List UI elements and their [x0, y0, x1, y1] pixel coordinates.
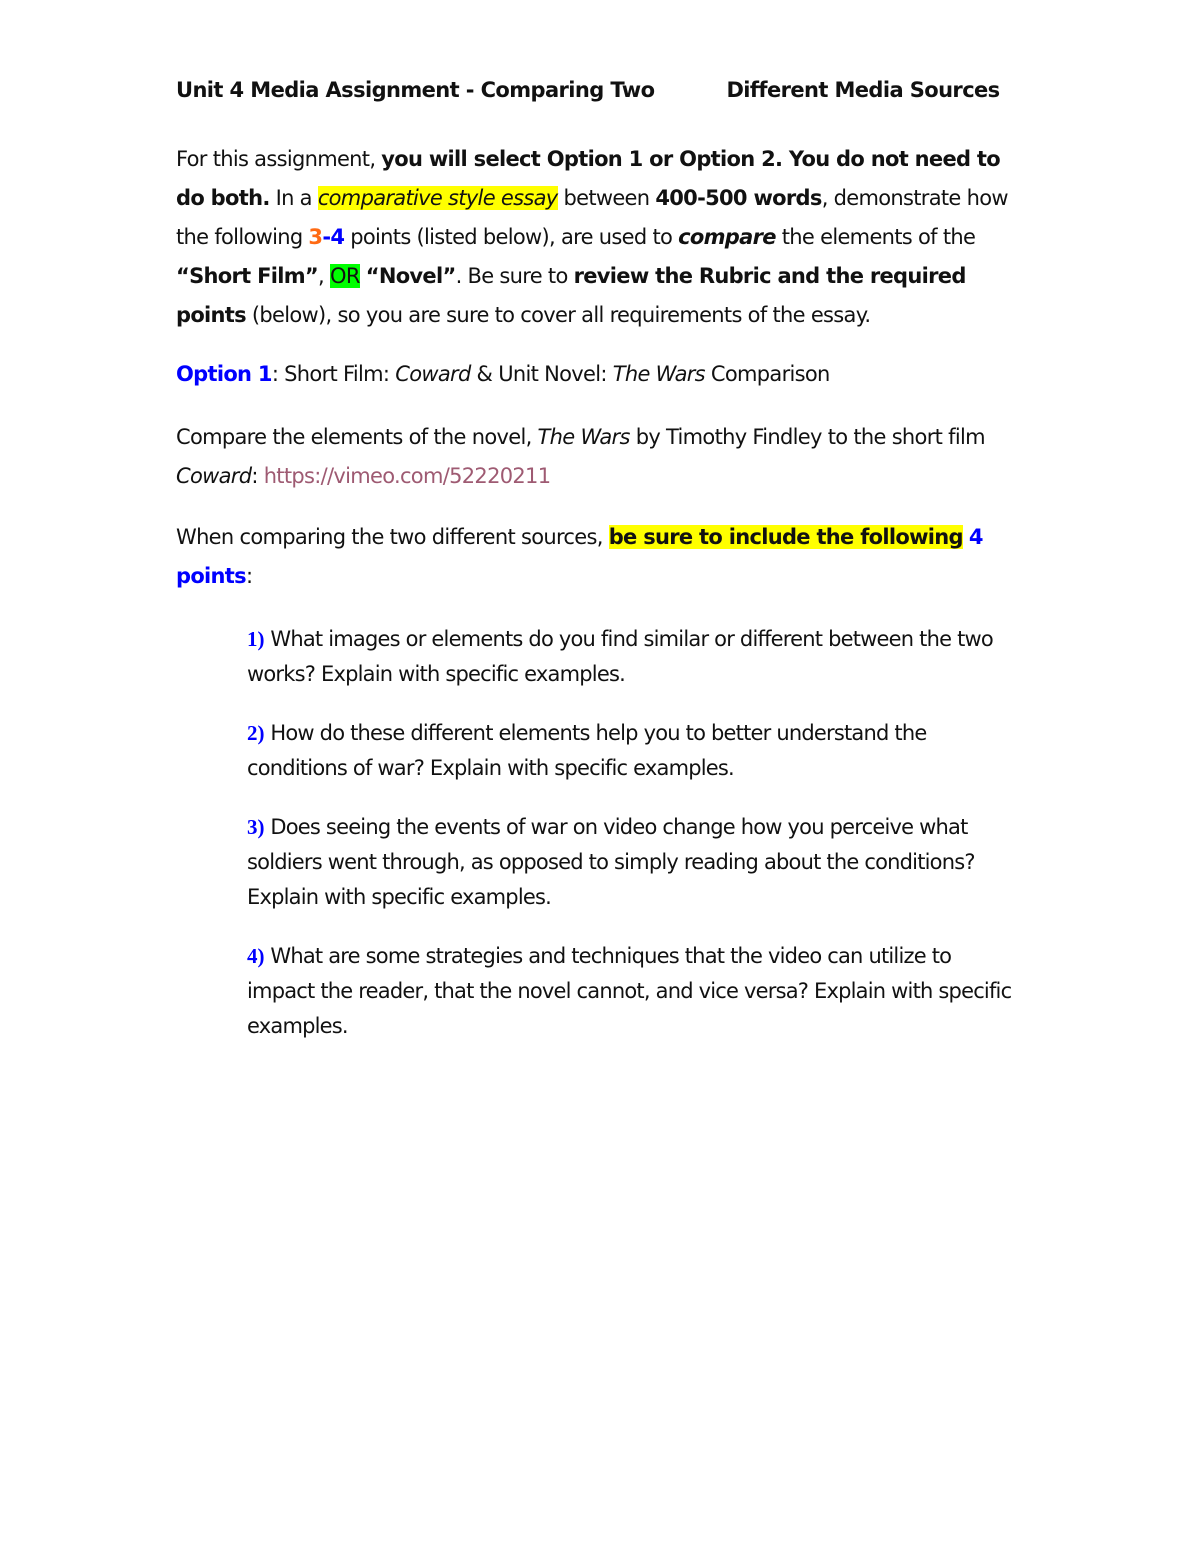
- text: between: [557, 186, 656, 210]
- text: In a: [269, 186, 318, 210]
- italic-text: The Wars: [537, 425, 630, 449]
- italic-text: Coward: [176, 464, 252, 488]
- highlighted-bold-text: be sure to include the following: [608, 525, 963, 549]
- highlighted-text: comparative style essay: [317, 186, 558, 210]
- text: When comparing the two different sources,: [176, 525, 609, 549]
- list-item: [247, 622, 1016, 692]
- list-item: [247, 939, 1016, 1044]
- item-text: What are some strategies and techniques that the video can utilize to impact the reader, that the novel cannot, and vice versa? Explain with specific examples.: [247, 944, 1012, 1038]
- text: : Short Film:: [271, 362, 396, 386]
- text: (below), so you are sure to cover all requirements of the essay.: [245, 303, 871, 327]
- item-text: Does seeing the events of war on video change how you perceive what soldiers went through, as opposed to simply reading about the conditions? Explain with specific examples.: [247, 815, 975, 909]
- intro-paragraph: [176, 140, 1016, 335]
- item-number: 3): [247, 815, 265, 839]
- text: :: [251, 464, 264, 488]
- instructions-paragraph: [176, 518, 1016, 596]
- option-1-heading: [176, 355, 1016, 394]
- text: Comparison: [704, 362, 830, 386]
- bold-text: you will select Option 1 or Option 2. You do not need to do both.: [176, 147, 1000, 210]
- item-text: How do these different elements help you to better understand the conditions of war? Explain with specific examples.: [247, 721, 927, 780]
- blue-bold-text: 4 points: [176, 525, 983, 588]
- text: points (listed below), are used to: [344, 225, 679, 249]
- orange-number: 3: [308, 225, 323, 249]
- vimeo-link[interactable]: https://vimeo.com/52220211: [263, 464, 551, 488]
- points-list: [176, 622, 1016, 1044]
- item-text: What images or elements do you find similar or different between the two works? Explain with specific examples.: [247, 627, 993, 686]
- bold-text: “Novel”: [365, 264, 456, 288]
- option-label: Option 1: [176, 362, 272, 386]
- document-title: [176, 78, 1016, 102]
- item-number: 1): [247, 627, 265, 651]
- bold-text: 400-500 words: [655, 186, 822, 210]
- compare-paragraph: [176, 418, 1016, 496]
- italic-text: The Wars: [612, 362, 705, 386]
- document-page: [176, 78, 1016, 1068]
- title-part-2: Different Media Sources: [726, 78, 1000, 102]
- text: ,: [318, 264, 330, 288]
- text: :: [245, 564, 253, 588]
- bold-text: “Short Film”: [176, 264, 319, 288]
- item-number: 4): [247, 944, 265, 968]
- text: . Be sure to: [455, 264, 574, 288]
- text: & Unit Novel:: [470, 362, 613, 386]
- blue-number: -4: [322, 225, 345, 249]
- bold-text: review the Rubric and the required points: [176, 264, 966, 327]
- list-item: [247, 716, 1016, 786]
- bold-italic-text: compare: [678, 225, 776, 249]
- green-highlighted-text: OR: [330, 264, 360, 288]
- text: Compare the elements of the novel,: [176, 425, 538, 449]
- list-item: [247, 810, 1016, 915]
- text: by Timothy Findley to the short film: [629, 425, 985, 449]
- item-number: 2): [247, 721, 265, 745]
- text: For this assignment,: [176, 147, 382, 171]
- text: , demonstrate how the following: [176, 186, 1008, 249]
- italic-text: Coward: [395, 362, 471, 386]
- text: the elements of the: [775, 225, 976, 249]
- title-part-1: Unit 4 Media Assignment - Comparing Two: [176, 78, 655, 102]
